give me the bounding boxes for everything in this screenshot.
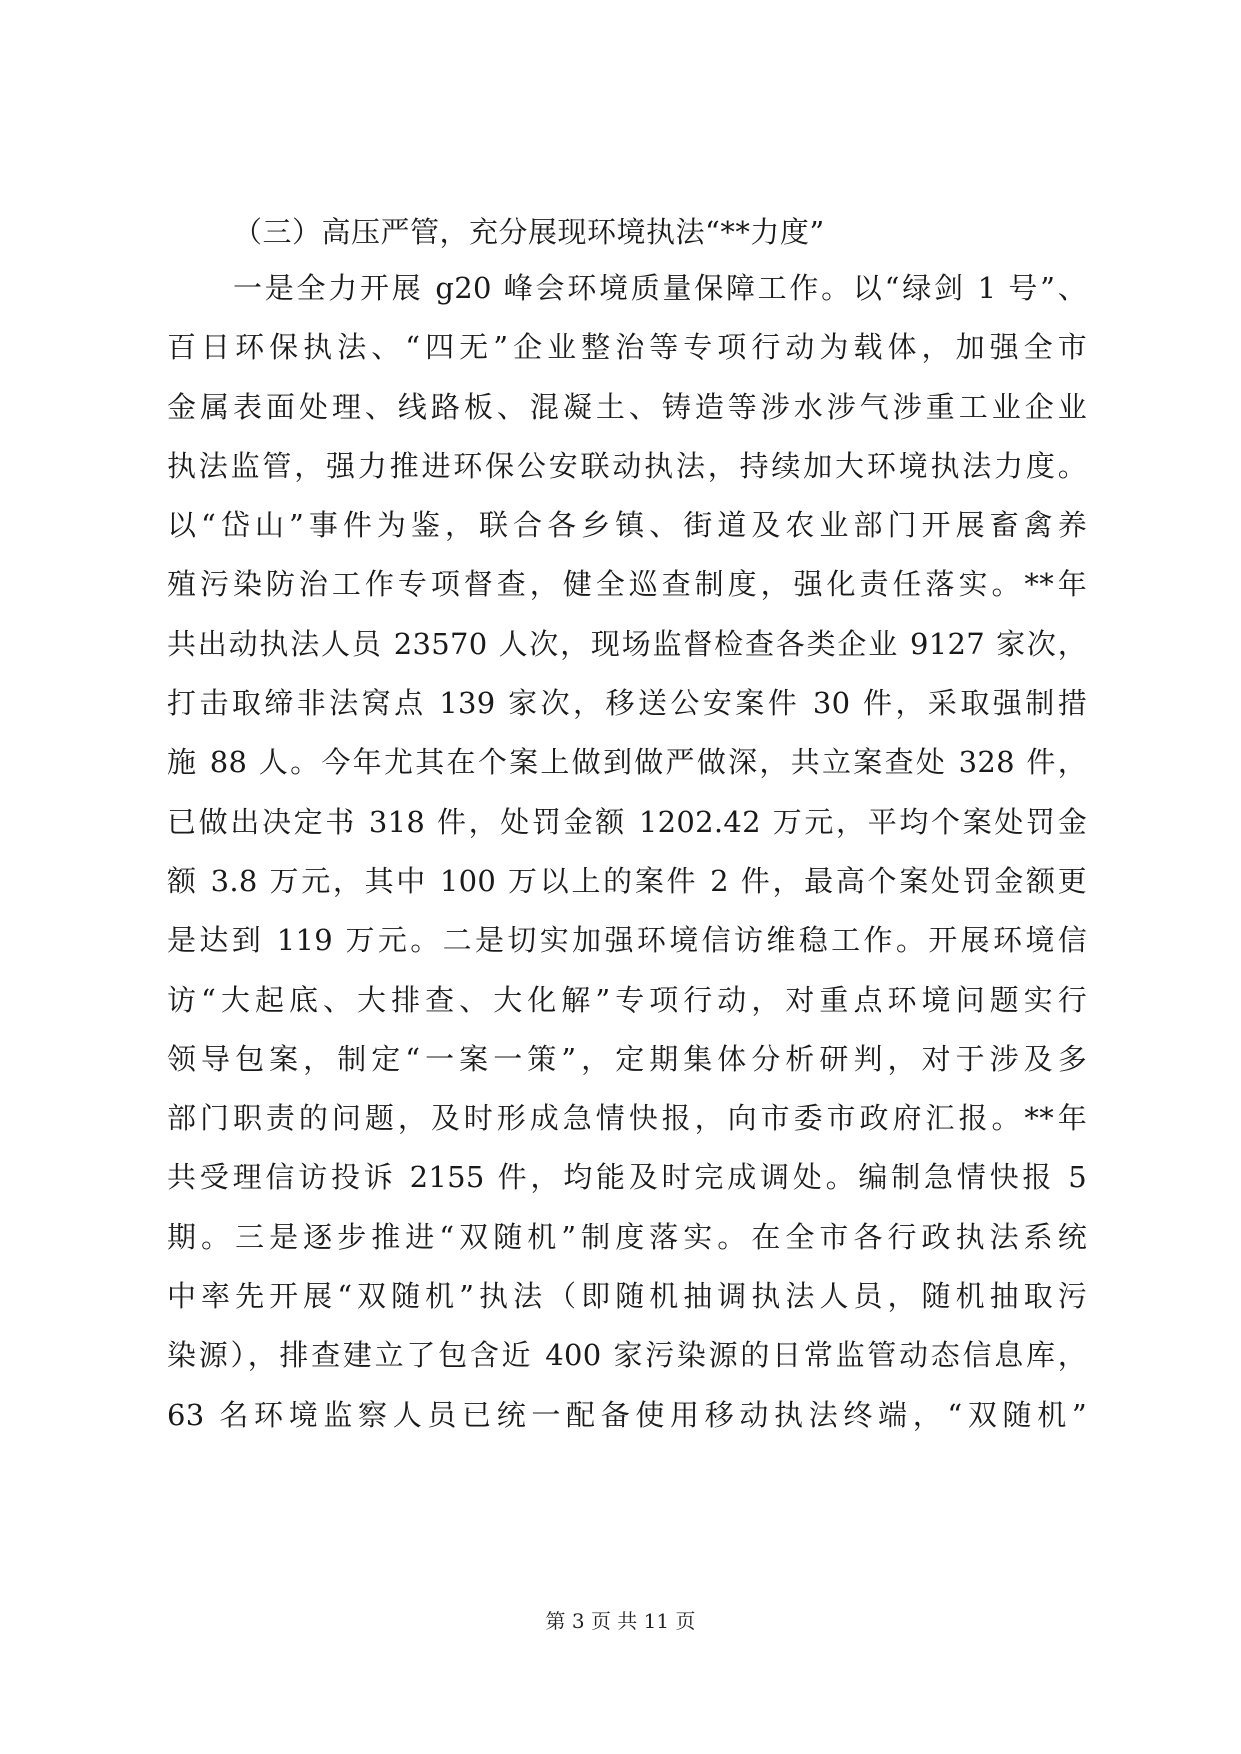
text-line: 额 3.8 万元，其中 100 万以上的案件 2 件，最高个案处罚金额更: [167, 863, 1087, 898]
text-line: 是达到 119 万元。二是切实加强环境信访维稳工作。开展环境信: [167, 923, 1087, 958]
section-heading: （三）高压严管，充分展现环境执法“**力度”: [233, 215, 825, 249]
text-line: 共受理信访投诉 2155 件，均能及时完成调处。编制急情快报 5: [167, 1160, 1087, 1195]
text-line: 打击取缔非法窝点 139 家次，移送公安案件 30 件，采取强制措: [167, 686, 1087, 721]
text-line: 殖污染防治工作专项督查，健全巡查制度，强化责任落实。**年: [167, 567, 1087, 602]
body-text: [167, 268, 1087, 1454]
text-line: 访“大起底、大排查、大化解”专项行动，对重点环境问题实行: [167, 982, 1087, 1017]
text-line: 一是全力开展 g20 峰会环境质量保障工作。以“绿剑 1 号”、: [233, 271, 1087, 305]
text-line: 百日环保执法、“四无”企业整治等专项行动为载体，加强全市: [167, 330, 1087, 365]
text-line: 中率先开展“双随机”执法（即随机抽调执法人员，随机抽取污: [167, 1279, 1087, 1314]
text-line: 共出动执法人员 23570 人次，现场监督检查各类企业 9127 家次，: [167, 626, 1087, 661]
text-line: 施 88 人。今年尤其在个案上做到做严做深，共立案查处 328 件，: [167, 745, 1087, 780]
text-line: 领导包案，制定“一案一策”，定期集体分析研判，对于涉及多: [167, 1041, 1087, 1076]
page-number-footer: 第 3 页 共 11 页: [545, 1609, 696, 1633]
text-line: 染源），排查建立了包含近 400 家污染源的日常监管动态信息库，: [167, 1338, 1087, 1373]
text-line: 已做出决定书 318 件，处罚金额 1202.42 万元，平均个案处罚金: [167, 804, 1087, 839]
text-line: 部门职责的问题，及时形成急情快报，向市委市政府汇报。**年: [167, 1101, 1087, 1136]
text-line: 期。三是逐步推进“双随机”制度落实。在全市各行政执法系统: [167, 1219, 1087, 1254]
text-line: 金属表面处理、线路板、混凝土、铸造等涉水涉气涉重工业企业: [167, 389, 1087, 424]
text-line: 63 名环境监察人员已统一配备使用移动执法终端，“双随机”: [167, 1397, 1087, 1432]
text-line: 以“岱山”事件为鉴，联合各乡镇、街道及农业部门开展畜禽养: [167, 508, 1087, 543]
text-line: 执法监管，强力推进环保公安联动执法，持续加大环境执法力度。: [167, 448, 1087, 483]
